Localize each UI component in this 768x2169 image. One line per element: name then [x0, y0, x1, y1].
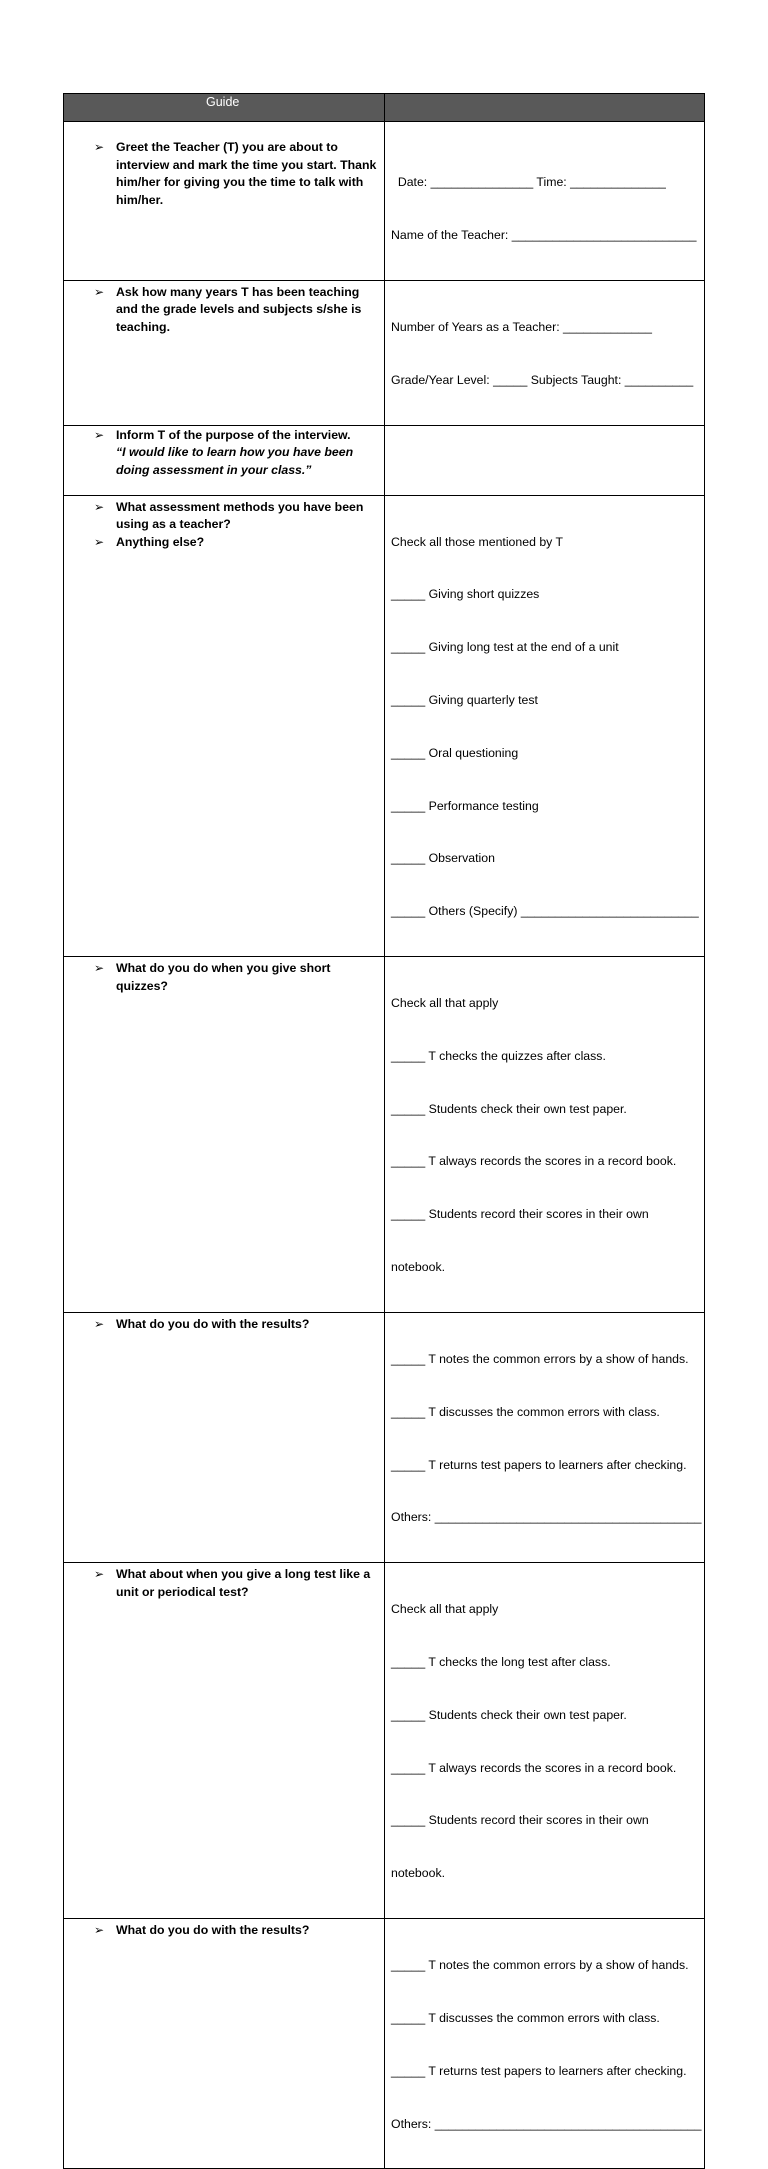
- question-cell: [64, 495, 385, 956]
- question-cell: [64, 280, 385, 425]
- question-item: ➢ Inform T of the purpose of the interview. “I would like to learn how you have been doing assessment in your class.”: [94, 427, 354, 477]
- answer-line: _____ T returns test papers to learners after checking.: [391, 1457, 687, 1472]
- guide-header-cell: [64, 94, 385, 122]
- question-item: ➢ What about when you give a long test like a unit or periodical test?: [94, 1567, 371, 1599]
- arrow-bullet-icon: ➢: [94, 1316, 105, 1331]
- table-row: [64, 1312, 705, 1562]
- question-cell: [64, 956, 385, 1312]
- answer-line: _____ Others (Specify) __________________________: [391, 904, 699, 919]
- guide-header-label: Guide: [206, 95, 240, 109]
- answer-line: Check all that apply: [391, 1602, 499, 1617]
- answer-line-teacher-name: Name of the Teacher: ___________________________: [391, 227, 697, 242]
- answer-cell: [385, 956, 705, 1312]
- answer-line: _____ T checks the quizzes after class.: [391, 1048, 606, 1063]
- answer-line: _____ Performance testing: [391, 798, 539, 813]
- table-row: [64, 1919, 705, 2169]
- answer-cell: [385, 495, 705, 956]
- answer-line: _____ T checks the long test after class.: [391, 1655, 611, 1670]
- table-row: [64, 1563, 705, 1919]
- question-cell: [64, 1563, 385, 1919]
- answer-line: _____ T discusses the common errors with class.: [391, 2010, 660, 2025]
- answer-line: _____ Giving short quizzes: [391, 587, 540, 602]
- answer-cell: [385, 280, 705, 425]
- answer-line: notebook.: [391, 1866, 446, 1881]
- notes-header-cell: [385, 94, 705, 122]
- arrow-bullet-icon: ➢: [94, 140, 105, 154]
- answer-line: _____ Students record their scores in their own: [391, 1207, 649, 1222]
- question-item: ➢ Greet the Teacher (T) you are about to interview and mark the time you start. Thank him/her for giving you the time to talk with him/her.: [94, 140, 377, 207]
- interview-guide-table: [63, 93, 705, 2169]
- answer-line: Others: _______________________________________: [391, 1510, 702, 1525]
- arrow-bullet-icon: ➢: [94, 284, 105, 299]
- answer-line: _____ Giving long test at the end of a unit: [391, 640, 619, 655]
- question-cell: [64, 122, 385, 281]
- table-row: [64, 425, 705, 495]
- arrow-bullet-icon: ➢: [94, 427, 105, 442]
- arrow-bullet-icon: ➢: [94, 534, 105, 549]
- answer-line: _____ Students check their own test paper.: [391, 1707, 627, 1722]
- answer-line: _____ T notes the common errors by a show of hands.: [391, 1352, 689, 1366]
- answer-line: _____ Students record their scores in their own: [391, 1813, 649, 1828]
- answer-line: _____ T always records the scores in a record book.: [391, 1154, 677, 1169]
- answer-cell: [385, 1563, 705, 1919]
- answer-line: _____ T notes the common errors by a show of hands.: [391, 1958, 689, 1973]
- answer-line: _____ Giving quarterly test: [391, 693, 538, 708]
- answer-cell: [385, 1919, 705, 2169]
- table-header-row: [64, 94, 705, 122]
- arrow-bullet-icon: ➢: [94, 960, 105, 975]
- question-cell: [64, 1919, 385, 2169]
- answer-line: _____ Students check their own test paper.: [391, 1101, 627, 1116]
- arrow-bullet-icon: ➢: [94, 499, 105, 514]
- answer-line: _____ Oral questioning: [391, 745, 519, 760]
- question-cell: [64, 425, 385, 495]
- question-item: ➢ What assessment methods you have been using as a teacher?: [94, 499, 364, 532]
- answer-line: notebook.: [391, 1260, 446, 1275]
- arrow-bullet-icon: ➢: [94, 1923, 105, 1937]
- answer-cell: [385, 425, 705, 495]
- table-row: [64, 122, 705, 281]
- answer-line: _____ T returns test papers to learners after checking.: [391, 2063, 687, 2078]
- answer-line: _____ T always records the scores in a record book.: [391, 1760, 677, 1775]
- table-row: [64, 956, 705, 1312]
- answer-line: Check all those mentioned by T: [391, 534, 564, 549]
- answer-cell: [385, 122, 705, 281]
- question-cell: [64, 1312, 385, 1562]
- answer-line: Others: _______________________________________: [391, 2116, 702, 2131]
- question-item: ➢ What do you do when you give short quizzes?: [94, 960, 331, 993]
- answer-line-date-time: Date: _______________ Time: ______________: [391, 175, 666, 190]
- question-item: ➢ What do you do with the results?: [94, 1316, 378, 1334]
- question-item: ➢ Anything else?: [94, 534, 378, 552]
- table-row: [64, 280, 705, 425]
- question-item: ➢ What do you do with the results?: [94, 1922, 378, 1940]
- answer-line-grade-subjects: Grade/Year Level: _____ Subjects Taught: __________: [391, 372, 694, 387]
- answer-cell: [385, 1312, 705, 1562]
- answer-line: _____ T discusses the common errors with class.: [391, 1404, 660, 1419]
- answer-line-years: Number of Years as a Teacher: _____________: [391, 319, 652, 334]
- question-item: ➢ Ask how many years T has been teaching and the grade levels and subjects s/she is teaching.: [94, 284, 362, 334]
- interview-purpose-quote: “I would like to learn how you have been doing assessment in your class.”: [116, 445, 354, 477]
- answer-line: Check all that apply: [391, 996, 499, 1011]
- answer-line: _____ Observation: [391, 851, 495, 866]
- table-row: [64, 495, 705, 956]
- arrow-bullet-icon: ➢: [94, 1567, 105, 1582]
